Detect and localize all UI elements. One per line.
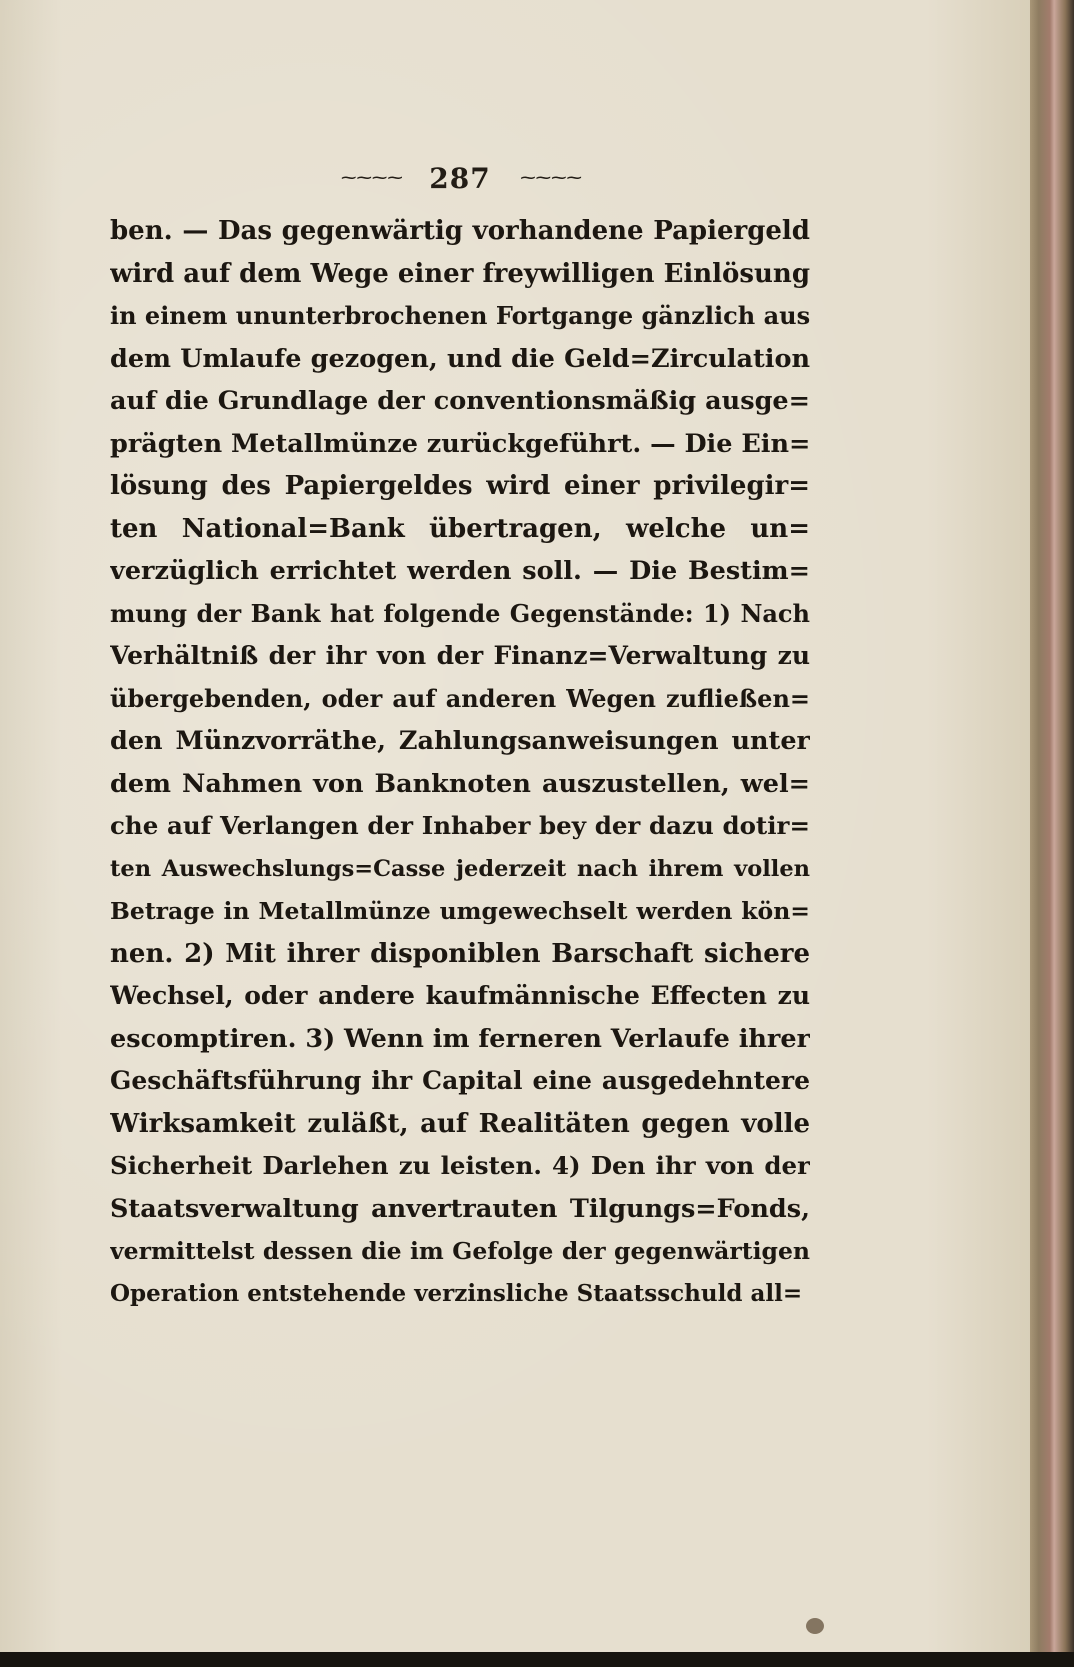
ornament-left: ~~~~ [339, 170, 402, 186]
text-line: ten Auswechslungs=Casse jederzeit nach ihrem vollen [110, 855, 810, 882]
text-line: ten National=Bank übertragen, welche un= [110, 513, 810, 544]
text-line: Staatsverwaltung anvertrauten Tilgungs=Fonds, [110, 1193, 810, 1224]
text-line: auf die Grundlage der conventionsmäßig ausge= [110, 386, 810, 416]
text-line: che auf Verlangen der Inhaber bey der dazu dotir= [110, 811, 810, 840]
text-line: vermittelst dessen die im Gefolge der gegenwärtigen [110, 1237, 810, 1265]
text-line: Verhältniß der ihr von der Finanz=Verwaltung zu [110, 641, 810, 670]
text-line: dem Nahmen von Banknoten auszustellen, wel= [110, 768, 810, 799]
book-page-edges [1030, 0, 1074, 1667]
text-line: mung der Bank hat folgende Gegenstände: 1) Nach [110, 598, 810, 628]
text-line: escomptiren. 3) Wenn im ferneren Verlaufe ihrer [110, 1023, 810, 1054]
text-line: prägten Metallmünze zurückgeführt. — Die Ein= [110, 428, 810, 459]
text-line: ben. — Das gegenwärtig vorhandene Papiergeld [110, 216, 810, 246]
text-line: den Münzvorräthe, Zahlungsanweisungen unter [110, 726, 810, 756]
text-line: Wechsel, oder andere kaufmännische Effecten zu [110, 981, 810, 1010]
text-line: lösung des Papiergeldes wird einer privilegir= [110, 471, 810, 501]
page-header [330, 158, 590, 198]
paper-stain [806, 1618, 824, 1634]
ornament-right: ~~~~ [518, 170, 581, 186]
text-line: Sicherheit Darlehen zu leisten. 4) Den ihr von der [110, 1151, 810, 1180]
text-line: verzüglich errichtet werden soll. — Die Bestim= [110, 556, 810, 586]
text-line: Betrage in Metallmünze umgewechselt werden kön= [110, 897, 810, 925]
text-line: übergebenden, oder auf anderen Wegen zufließen= [110, 683, 810, 713]
body-text [110, 210, 810, 1315]
page-number: 287 [429, 161, 491, 195]
text-line: Operation entstehende verzinsliche Staatsschuld all= [110, 1279, 803, 1307]
text-line: nen. 2) Mit ihrer disponiblen Barschaft sichere [110, 938, 810, 969]
scan-shadow [0, 1652, 1074, 1667]
text-line: Geschäftsführung ihr Capital eine ausgedehntere [110, 1066, 810, 1095]
text-line: Wirksamkeit zuläßt, auf Realitäten gegen volle [110, 1108, 810, 1139]
text-line: in einem ununterbrochenen Fortgange gänzlich aus [110, 301, 810, 330]
text-line: wird auf dem Wege einer freywilligen Einlösung [110, 258, 810, 289]
text-line: dem Umlaufe gezogen, und die Geld=Zirculation [110, 343, 810, 374]
